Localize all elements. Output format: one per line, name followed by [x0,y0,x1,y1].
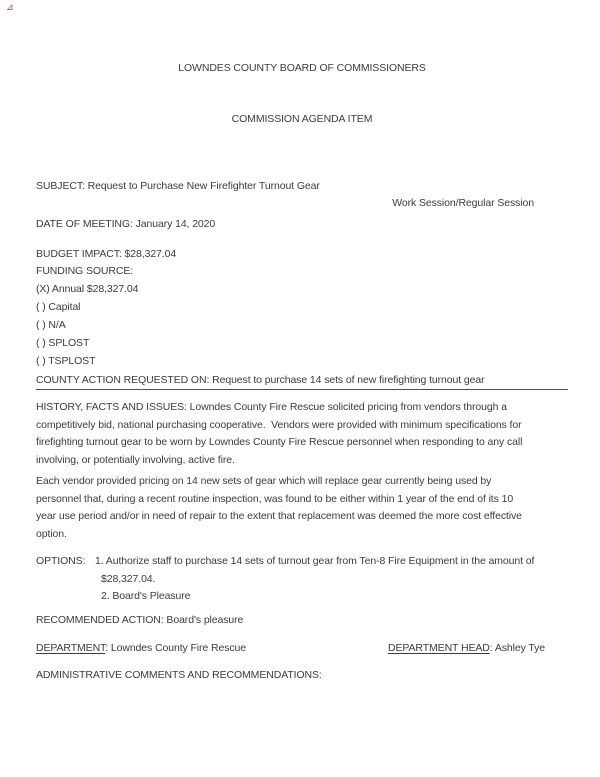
recommended-action: RECOMMENDED ACTION: Board's pleasure [36,613,244,626]
option-2-text: 2. Board's Pleasure [101,590,191,602]
option-1-text: 1. Authorize staff to purchase 14 sets of turnout gear from Ten-8 Fire Equipment in the amount of [95,555,535,567]
department-head-value: : Ashley Tye [489,641,546,654]
admin-comments-label: ADMINISTRATIVE COMMENTS AND RECOMMENDATIONS: [36,669,322,681]
options-block [36,553,568,606]
funding-option-splost: ( ) SPLOST [36,337,90,349]
document-title-line2: COMMISSION AGENDA ITEM [231,113,373,125]
red-corner-mark: ⊿ [6,2,14,12]
document-title-line1: LOWNDES COUNTY BOARD OF COMMISSIONERS [178,62,426,74]
session-type: Work Session/Regular Session [392,197,534,209]
department-head-label: DEPARTMENT HEAD [388,641,490,654]
funding-source-list [36,280,568,370]
budget-impact: BUDGET IMPACT: $28,327.04 [36,248,177,260]
meeting-date: DATE OF MEETING: January 14, 2020 [36,218,216,230]
funding-source-label: FUNDING SOURCE: [36,265,134,277]
vendor-paragraph: Each vendor provided pricing on 14 new sets of gear which will replace gear currently being used by personnel that, during a recent routine inspection, was found to be either within 1 year of the end of its 10 year use period and/or in need of repair to the extent that replacement was deemed the more cost effective option. [36,475,522,540]
options-label: OPTIONS: [36,555,86,567]
subject-line: SUBJECT: Request to Purchase New Firefighter Turnout Gear [36,180,320,192]
funding-option-annual: (X) Annual $28,327.04 [36,283,139,295]
document-header [36,26,568,162]
history-paragraph: HISTORY, FACTS AND ISSUES: Lowndes County Fire Rescue solicited pricing from vendors through a competitively bid, national purchasing cooperative. Vendors were provided with minimum specifications for firefighting turnout gear to be worn by Lowndes County Fire Rescue personnel when responding to any call involving, or potentially involving, active fire. [36,401,523,466]
funding-option-capital: ( ) Capital [36,301,81,313]
department-field [36,640,388,658]
county-action-line: COUNTY ACTION REQUESTED ON: Request to purchase 14 sets of new firefighting turnout gear [36,373,568,390]
department-value: : Lowndes County Fire Rescue [105,641,246,654]
option-1-amount: $28,327.04. [101,572,156,585]
department-head-field [388,640,568,658]
options-list [95,553,534,606]
funding-option-tsplost: ( ) TSPLOST [36,355,96,367]
department-row [36,640,568,658]
department-label: DEPARTMENT [36,641,106,654]
funding-option-na: ( ) N/A [36,319,66,331]
